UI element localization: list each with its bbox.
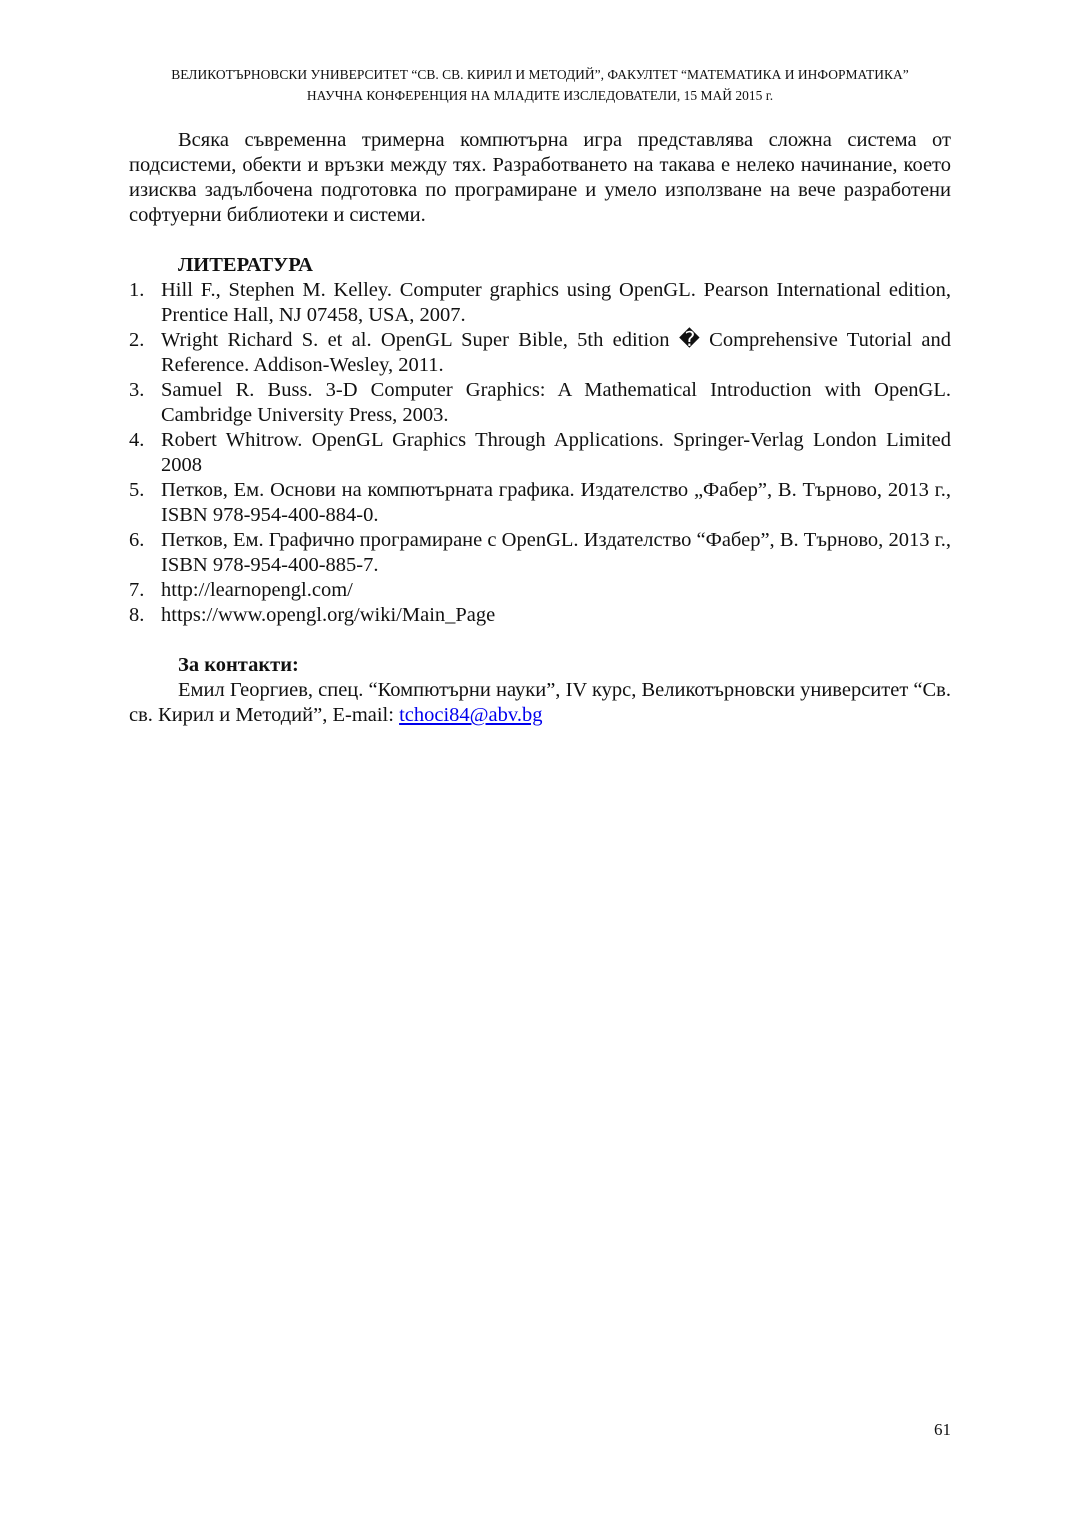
references-heading: ЛИТЕРАТУРА	[178, 254, 313, 276]
reference-text: Samuel R. Buss. 3-D Computer Graphics: A Mathematical Introduction with OpenGL. Cambridge University Press, 2003.	[161, 379, 951, 426]
reference-text: Петков, Ем. Основи на компютърната графика. Издателство „Фабер”, В. Търново, 2013 г., ISBN 978-954-400-884-0.	[161, 479, 951, 526]
page-number: 61	[934, 1420, 951, 1439]
reference-text: http://learnopengl.com/	[161, 579, 353, 601]
contacts-text: Емил Георгиев, спец. “Компютърни науки”, IV курс, Великотърновски университет “Св. св. Кирил и Методий”, E-mail:	[129, 679, 951, 726]
reference-item	[129, 328, 951, 378]
reference-text: Hill F., Stephen M. Kelley. Computer graphics using OpenGL. Pearson International edition, Prentice Hall, NJ 07458, USA, 2007.	[161, 279, 951, 326]
reference-number: 2.	[129, 329, 145, 351]
reference-item	[129, 603, 951, 628]
reference-number: 7.	[129, 579, 145, 601]
running-header	[0, 64, 1080, 106]
reference-item	[129, 578, 951, 603]
reference-item	[129, 528, 951, 578]
intro-paragraph: Всяка съвременна тримерна компютърна игра представлява сложна система от подсистеми, обекти и връзки между тях. Разработването на такава е нелеко начинание, което изисква задълбочена подготовка по програмиране и умело използване на вече разработени софтуерни библиотеки и системи.	[129, 129, 951, 226]
reference-number: 8.	[129, 604, 145, 626]
references-list	[129, 278, 951, 628]
reference-number: 6.	[129, 529, 145, 551]
reference-number: 1.	[129, 279, 145, 301]
page-content	[129, 128, 951, 728]
contacts-heading: За контакти:	[178, 654, 299, 676]
reference-text: https://www.opengl.org/wiki/Main_Page	[161, 604, 496, 626]
reference-item	[129, 428, 951, 478]
reference-item	[129, 378, 951, 428]
reference-text: Robert Whitrow. OpenGL Graphics Through Applications. Springer-Verlag London Limited 2008	[161, 429, 951, 476]
header-line-university: ВЕЛИКОТЪРНОВСКИ УНИВЕРСИТЕТ “СВ. СВ. КИРИЛ И МЕТОДИЙ”, ФАКУЛТЕТ “МАТЕМАТИКА И ИНФОРМАТИКА”	[171, 67, 909, 82]
reference-number: 3.	[129, 379, 145, 401]
reference-text: Wright Richard S. et al. OpenGL Super Bible, 5th edition � Comprehensive Tutorial and Reference. Addison-Wesley, 2011.	[161, 329, 951, 376]
contacts-paragraph	[129, 678, 951, 728]
reference-number: 5.	[129, 479, 145, 501]
reference-item	[129, 478, 951, 528]
reference-item	[129, 278, 951, 328]
header-line-conference: НАУЧНА КОНФЕРЕНЦИЯ НА МЛАДИТЕ ИЗСЛЕДОВАТЕЛИ, 15 МАЙ 2015 г.	[306, 88, 774, 103]
email-link[interactable]: tchoci84@abv.bg	[399, 704, 543, 726]
reference-text: Петков, Ем. Графично програмиране с OpenGL. Издателство “Фабер”, В. Търново, 2013 г., ISBN 978-954-400-885-7.	[161, 529, 951, 576]
reference-number: 4.	[129, 429, 145, 451]
